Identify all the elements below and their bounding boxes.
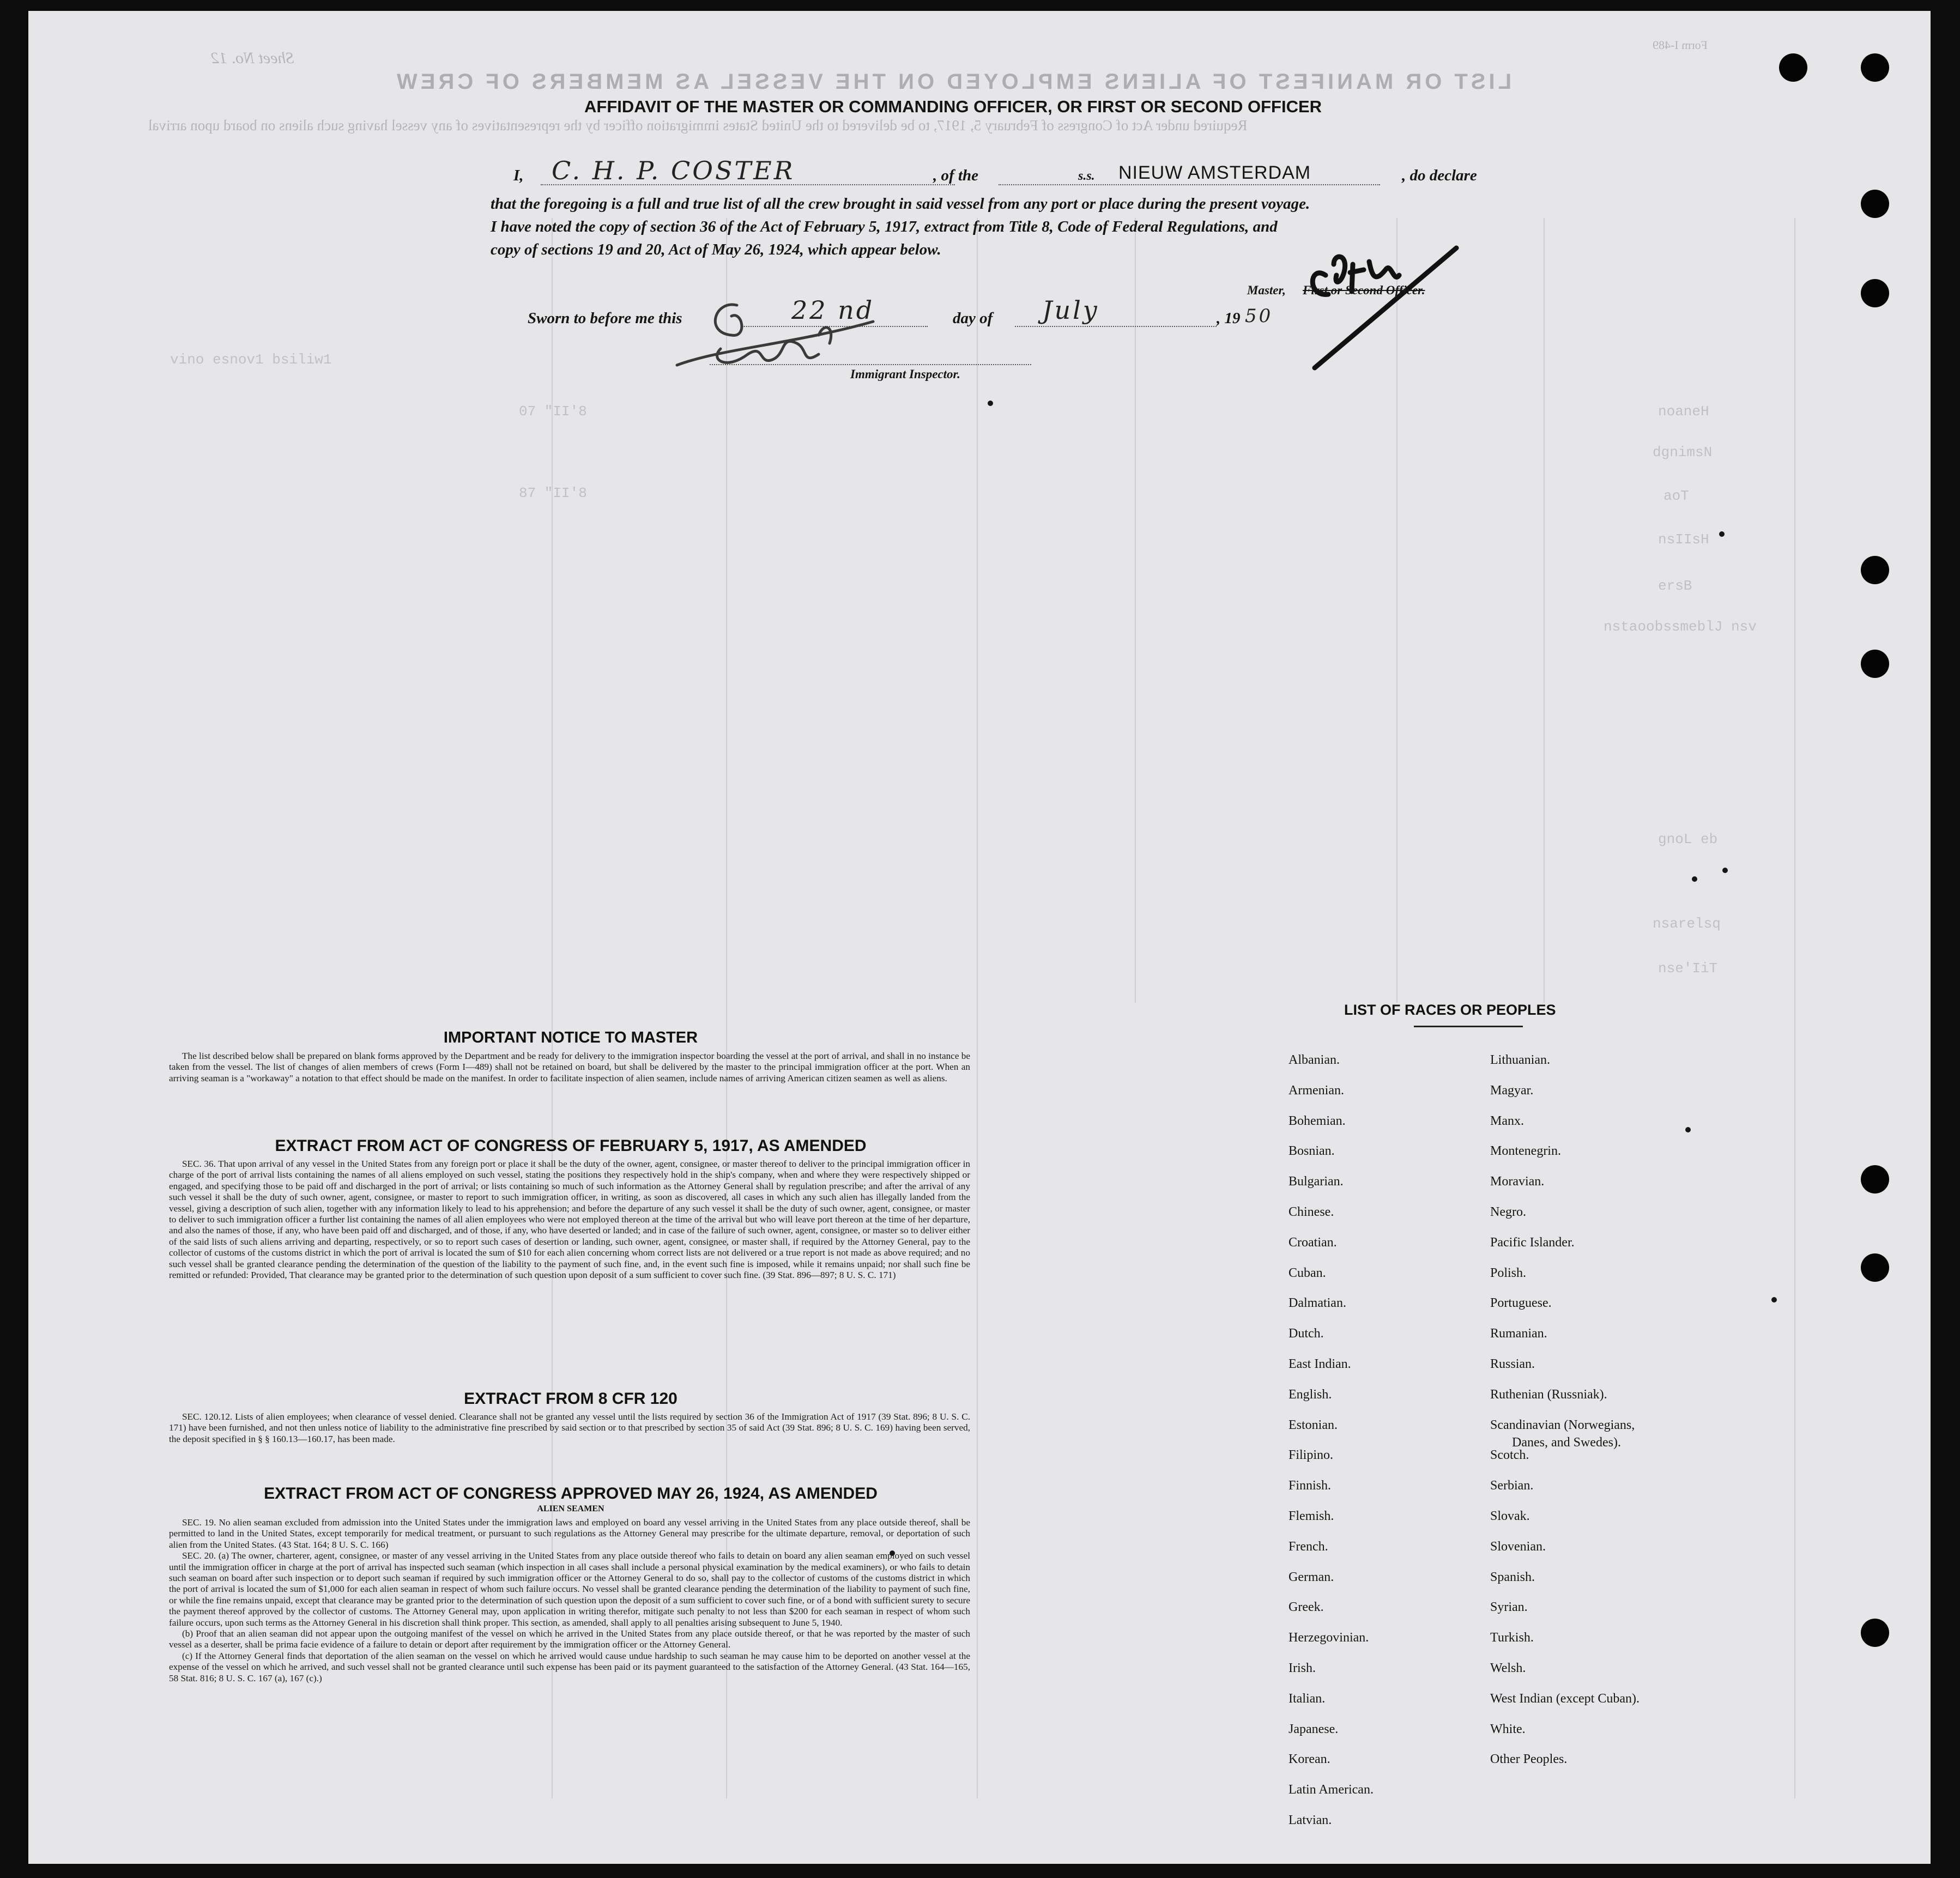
ghost-row: 87 "II'8 [519, 485, 587, 501]
race-item: Turkish. [1490, 1631, 1534, 1645]
race-item: Japanese. [1288, 1722, 1339, 1736]
race-item: Bohemian. [1288, 1113, 1346, 1128]
ghost-row: ersB [1658, 578, 1692, 594]
affidavit-title: AFFIDAVIT OF THE MASTER OR COMMANDING OFFICER, OR FIRST OR SECOND OFFICER [584, 97, 1322, 116]
name-dotted-line [541, 184, 955, 185]
ink-speck [1722, 868, 1728, 873]
ghost-row: 07 "II'8 [519, 403, 587, 420]
race-item: German. [1288, 1570, 1334, 1584]
manifest-sheet [28, 11, 1931, 1864]
ghost-row: aoT [1663, 488, 1689, 504]
officer-label-struck: First or Second Officer. [1303, 283, 1425, 297]
punch-hole [1861, 650, 1889, 678]
race-item: English. [1288, 1387, 1332, 1402]
sec-20a-paragraph: SEC. 20. (a) The owner, charterer, agent, consignee, or master of any vessel arriving in the United States from any place outside thereof who fails to detain on board any alien seaman employed on such vessel until the immigration officer in charge at the port of arrival has inspected such seaman (which inspection in all cases shall include a personal physical examination by the medical examiners), or who fails to detain such seaman on board after such inspection or to deport such seaman if required by such immigration officer or the Attorney General to do so, shall pay to the collector of customs of the customs district in which the port of arrival is located the sum of $1,000 for each alien seaman in respect of whom such failure occurs. No vessel shall be granted clearance pending the determination of the liability to payment of such fine, or while the fine remains unpaid, except that clearance may be granted prior to the determination of such question upon the deposit of a sum sufficient to cover such fine, or of a bond with sufficient surety to secure the payment thereof approved by the collector of customs. The Attorney General may, upon application in writing therefor, mitigate such penalty to not less than $200 for each seaman in respect of whom such failure occurs, upon such terms as the Attorney General in his discretion shall think proper. This section, as amended, shall apply to all penalties arising subsequent to June 5, 1940. [169, 1550, 970, 1628]
vessel-dotted-line [999, 184, 1380, 185]
punch-hole [1861, 190, 1889, 218]
bleed-through-sheet-no: Sheet No. 12 [211, 49, 294, 67]
month-dotted-line [1015, 326, 1217, 327]
sec-19-paragraph: SEC. 19. No alien seaman excluded from admission into the United States under the immigration laws and employed on board any vessel arriving in the United States from any place outside thereof, shall be permitted to land in the United States, except temporarily for medical treatment, or pursuant to such regulations as the Attorney General may prescribe for the ultimate departure, removal, or deportation of such alien from the United States. (43 Stat. 164; 8 U. S. C. 166) [169, 1517, 970, 1550]
extract-cfr-paragraph: SEC. 120.12. Lists of alien employees; when clearance of vessel denied. Clearance shall not be granted any vessel until the lists required by section 36 of the Immigration Act of 1917 (39 Stat. 896; 8 U. S. C. 171) have been furnished, and not then unless notice of liability to the administrative fine prescribed by said section or to that prescribed by section 35 of said Act (39 Stat. 896; 8 U. S. C. 169) having been served, the deposit specified in § § 160.13—160.17, has been made. [169, 1411, 970, 1444]
punch-hole [1861, 1165, 1889, 1194]
race-item: Chinese. [1288, 1205, 1334, 1219]
race-item: Magyar. [1490, 1083, 1534, 1098]
sworn-month-handwritten: July [1042, 295, 1099, 325]
race-item: Montenegrin. [1490, 1144, 1561, 1159]
ss-label: s.s. [1078, 169, 1095, 183]
notice-paragraph: The list described below shall be prepared on blank forms approved by the Department and be ready for delivery to the immigration inspector boarding the vessel at the port of arrival, and shall in no instance be taken from the vessel. The list of changes of alien members of crews (Form I—489) shall not be retained on board, but shall be delivered by the master to the principal immigration officer at the port. When an arriving seaman is a "workaway" a notation to that effect should be made on the manifest. In order to facilitate inspection of alien seamen, include names of arriving American citizen seamen as well as aliens. [169, 1051, 970, 1083]
race-item: Rumanian. [1490, 1326, 1547, 1341]
master-name-handwritten: C. H. P. COSTER [552, 156, 795, 185]
race-item: White. [1490, 1722, 1526, 1736]
affidavit-i-label: I, [513, 167, 524, 184]
ghost-column-rule [1794, 218, 1795, 1798]
ink-speck [1685, 1127, 1691, 1132]
punch-hole [1861, 556, 1889, 584]
punch-hole [1861, 279, 1889, 307]
punch-hole [1861, 1253, 1889, 1282]
ink-speck [988, 401, 993, 406]
race-item: Russian. [1490, 1357, 1535, 1371]
race-item: Italian. [1288, 1691, 1326, 1706]
race-item: Scandinavian (Norwegians, [1490, 1417, 1635, 1432]
bleed-through-required-line: Required under Act of Congress of February 5, 1917, to be delivered to the United States immigration officer by the representatives of any vessel having such aliens on board upon arrival [148, 117, 1248, 134]
race-item: Greek. [1288, 1600, 1324, 1615]
race-item: Other Peoples. [1490, 1752, 1568, 1767]
race-item: Filipino. [1288, 1448, 1334, 1463]
affidavit-line-3: I have noted the copy of section 36 of the Act of February 5, 1917, extract from Title 8, Code of Federal Regulations, and [491, 218, 1278, 235]
race-item: Bulgarian. [1288, 1174, 1344, 1189]
race-item: French. [1288, 1539, 1328, 1554]
race-item: Estonian. [1288, 1417, 1338, 1432]
bleed-through-title: LIST OR MANIFEST OF ALIENS EMPLOYED ON THE VESSEL AS MEMBERS OF CREW [394, 70, 1512, 94]
extract-1917-paragraph: SEC. 36. That upon arrival of any vessel in the United States from any foreign port or place it shall be the duty of the owner, agent, consignee, or master thereof to deliver to the principal immigration officer in charge of the port of arrival lists containing the names of all aliens employed on such vessel, stating the positions they respectively hold in the ship's company, when and where they were respectively shipped or engaged, and specifying those to be paid off and discharged in the port of arrival; or lists containing so much of such information as the Attorney General shall by regulation prescribe; and after the arrival of any such vessel it shall be the duty of such owner, agent, consignee, or master to report to such immigration officer, in writing, as soon as discovered, all cases in which any such alien has illegally landed from the vessel, giving a description of such alien, together with any information likely to lead to his apprehension; and before the departure of any such vessel it shall be the duty of such owner, agent, consignee, or master to deliver to such immigration officer a further list containing the names of all alien employees who were not employed thereon at the time of the arrival but who will leave port thereon at the time of her departure, and also the names of those, if any, who have been paid off and discharged, and of those, if any, who have deserted or landed; and in case of the failure of such owner, agent, consignee, or master so to deliver either of the said lists of such aliens arriving and departing, respectively, or so to report such cases of desertion or landing, such owner, agent, consignee, or master shall, if required by the Attorney General, pay to the collector of customs of the customs district in which the port of arrival is located the sum of $10 for each alien concerning whom correct lists are not delivered or a true report is not made as above required; and no such vessel shall be granted clearance pending the determination of the question of the liability to the payment of such fine, and, in the event such fine is imposed, while it remains unpaid; nor shall such fine be remitted or refunded: Provided, That clearance may be granted prior to the determination of such question upon deposit of a sum sufficient to cover such fine. (39 Stat. 896—897; 8 U. S. C. 171) [169, 1159, 970, 1281]
master-signature [1304, 232, 1478, 379]
ghost-column-rule [977, 218, 978, 1798]
race-item: Dalmatian. [1288, 1296, 1346, 1311]
race-item: Ruthenian (Russniak). [1490, 1387, 1607, 1402]
ink-speck [1771, 1297, 1777, 1303]
ink-speck [1719, 531, 1725, 537]
extract-1924-text [169, 1517, 970, 1684]
punch-hole [1779, 53, 1807, 82]
notice-title: IMPORTANT NOTICE TO MASTER [443, 1029, 698, 1046]
bleed-through-form-no: Form I-489 [1653, 38, 1708, 52]
race-item: Welsh. [1490, 1661, 1526, 1675]
extract-cfr-title: EXTRACT FROM 8 CFR 120 [464, 1390, 677, 1408]
ghost-row: nsarelsq [1653, 916, 1721, 932]
race-item: Finnish. [1288, 1479, 1332, 1493]
race-item: East Indian. [1288, 1357, 1351, 1371]
punch-hole [1861, 53, 1889, 82]
inspector-label: Immigrant Inspector. [850, 367, 960, 381]
ghost-row: nse'IiT [1658, 960, 1718, 977]
sec-20c-paragraph: (c) If the Attorney General finds that deportation of the alien seaman on the vessel on which he arrived would cause undue hardship to such seaman he may cause him to be deported on another vessel at the expense of the vessel on which he arrived, and such vessel shall not be granted clearance until such expense has been paid or its payment guaranteed to the satisfaction of the Attorney General. (43 Stat. 164—165, 58 Stat. 816; 8 U. S. C. 167 (a), 167 (c).) [169, 1650, 970, 1683]
year-prefix: , 19 [1217, 310, 1241, 327]
race-item: Spanish. [1490, 1570, 1535, 1584]
affidavit-line-4: copy of sections 19 and 20, Act of May 26, 1924, which appear below. [491, 241, 941, 258]
races-title: LIST OF RACES OR PEOPLES [1344, 1002, 1556, 1018]
race-item: Albanian. [1288, 1053, 1340, 1067]
ghost-row: nsIIsH [1658, 531, 1709, 548]
ghost-row: noaneH [1658, 403, 1709, 420]
race-item: Latvian. [1288, 1813, 1332, 1827]
inspector-signature [655, 283, 884, 392]
affidavit-declare-label: , do declare [1402, 167, 1477, 184]
extract-1924-title: EXTRACT FROM ACT OF CONGRESS APPROVED MAY 26, 1924, AS AMENDED [264, 1485, 878, 1503]
extract-1917-text [169, 1159, 970, 1281]
race-item: Scotch. [1490, 1448, 1529, 1463]
race-item: Portuguese. [1490, 1296, 1552, 1311]
race-item: Slovenian. [1490, 1539, 1546, 1554]
race-item: Polish. [1490, 1265, 1527, 1280]
races-title-rule [1414, 1026, 1523, 1027]
race-item: Syrian. [1490, 1600, 1528, 1615]
day-of-label: day of [953, 310, 993, 327]
ghost-column-rule [1544, 218, 1545, 1003]
sworn-year-handwritten: 50 [1245, 305, 1273, 327]
race-item: Irish. [1288, 1661, 1316, 1675]
affidavit-of-the-label: , of the [933, 167, 978, 184]
race-item: Latin American. [1288, 1783, 1374, 1797]
extract-1917-title: EXTRACT FROM ACT OF CONGRESS OF FEBRUARY 5, 1917, AS AMENDED [275, 1137, 867, 1155]
race-item: Dutch. [1288, 1326, 1324, 1341]
race-item: Croatian. [1288, 1235, 1337, 1250]
affidavit-line-2: that the foregoing is a full and true list of all the crew brought in said vessel from any port or place during the present voyage. [491, 195, 1310, 213]
race-item: Danes, and Swedes). [1512, 1435, 1621, 1450]
race-item: Korean. [1288, 1752, 1330, 1767]
ghost-row: vino esnov1 bsiliw1 [170, 352, 332, 368]
sworn-label: Sworn to before me this [528, 310, 682, 327]
race-item: Lithuanian. [1490, 1053, 1550, 1067]
notice-text [169, 1051, 970, 1084]
sworn-day-handwritten: 22 nd [791, 295, 875, 325]
vessel-name: NIEUW AMSTERDAM [1118, 162, 1311, 183]
race-item: Herzegovinian. [1288, 1631, 1369, 1645]
ghost-row: gnoL eb [1658, 831, 1718, 847]
extract-cfr-text [169, 1411, 970, 1445]
ghost-row: dgnimsN [1653, 444, 1713, 461]
ink-speck [1692, 876, 1697, 882]
punch-hole [1861, 1619, 1889, 1647]
race-item: West Indian (except Cuban). [1490, 1691, 1640, 1706]
race-item: Flemish. [1288, 1509, 1334, 1523]
ghost-column-rule [1135, 218, 1136, 1003]
master-label: Master, [1247, 283, 1286, 297]
inspector-dotted-line [710, 364, 1031, 365]
race-item: Cuban. [1288, 1265, 1326, 1280]
race-item: Bosnian. [1288, 1144, 1335, 1159]
race-item: Moravian. [1490, 1174, 1545, 1189]
ghost-row: nstaoobssmeblJ nsv [1604, 619, 1757, 635]
sec-20b-paragraph: (b) Proof that an alien seaman did not appear upon the outgoing manifest of the vessel on which he arrived in the United States from any place outside thereof, or that he was reported by the master of such vessel as a deserter, shall be prima facie evidence of a failure to detain or deport after requirement by the immigration officer or the Attorney General. [169, 1628, 970, 1650]
alien-seamen-subtitle: ALIEN SEAMEN [537, 1504, 604, 1513]
race-item: Pacific Islander. [1490, 1235, 1575, 1250]
race-item: Negro. [1490, 1205, 1526, 1219]
race-item: Serbian. [1490, 1479, 1534, 1493]
race-item: Armenian. [1288, 1083, 1344, 1098]
race-item: Manx. [1490, 1113, 1524, 1128]
race-item: Slovak. [1490, 1509, 1530, 1523]
